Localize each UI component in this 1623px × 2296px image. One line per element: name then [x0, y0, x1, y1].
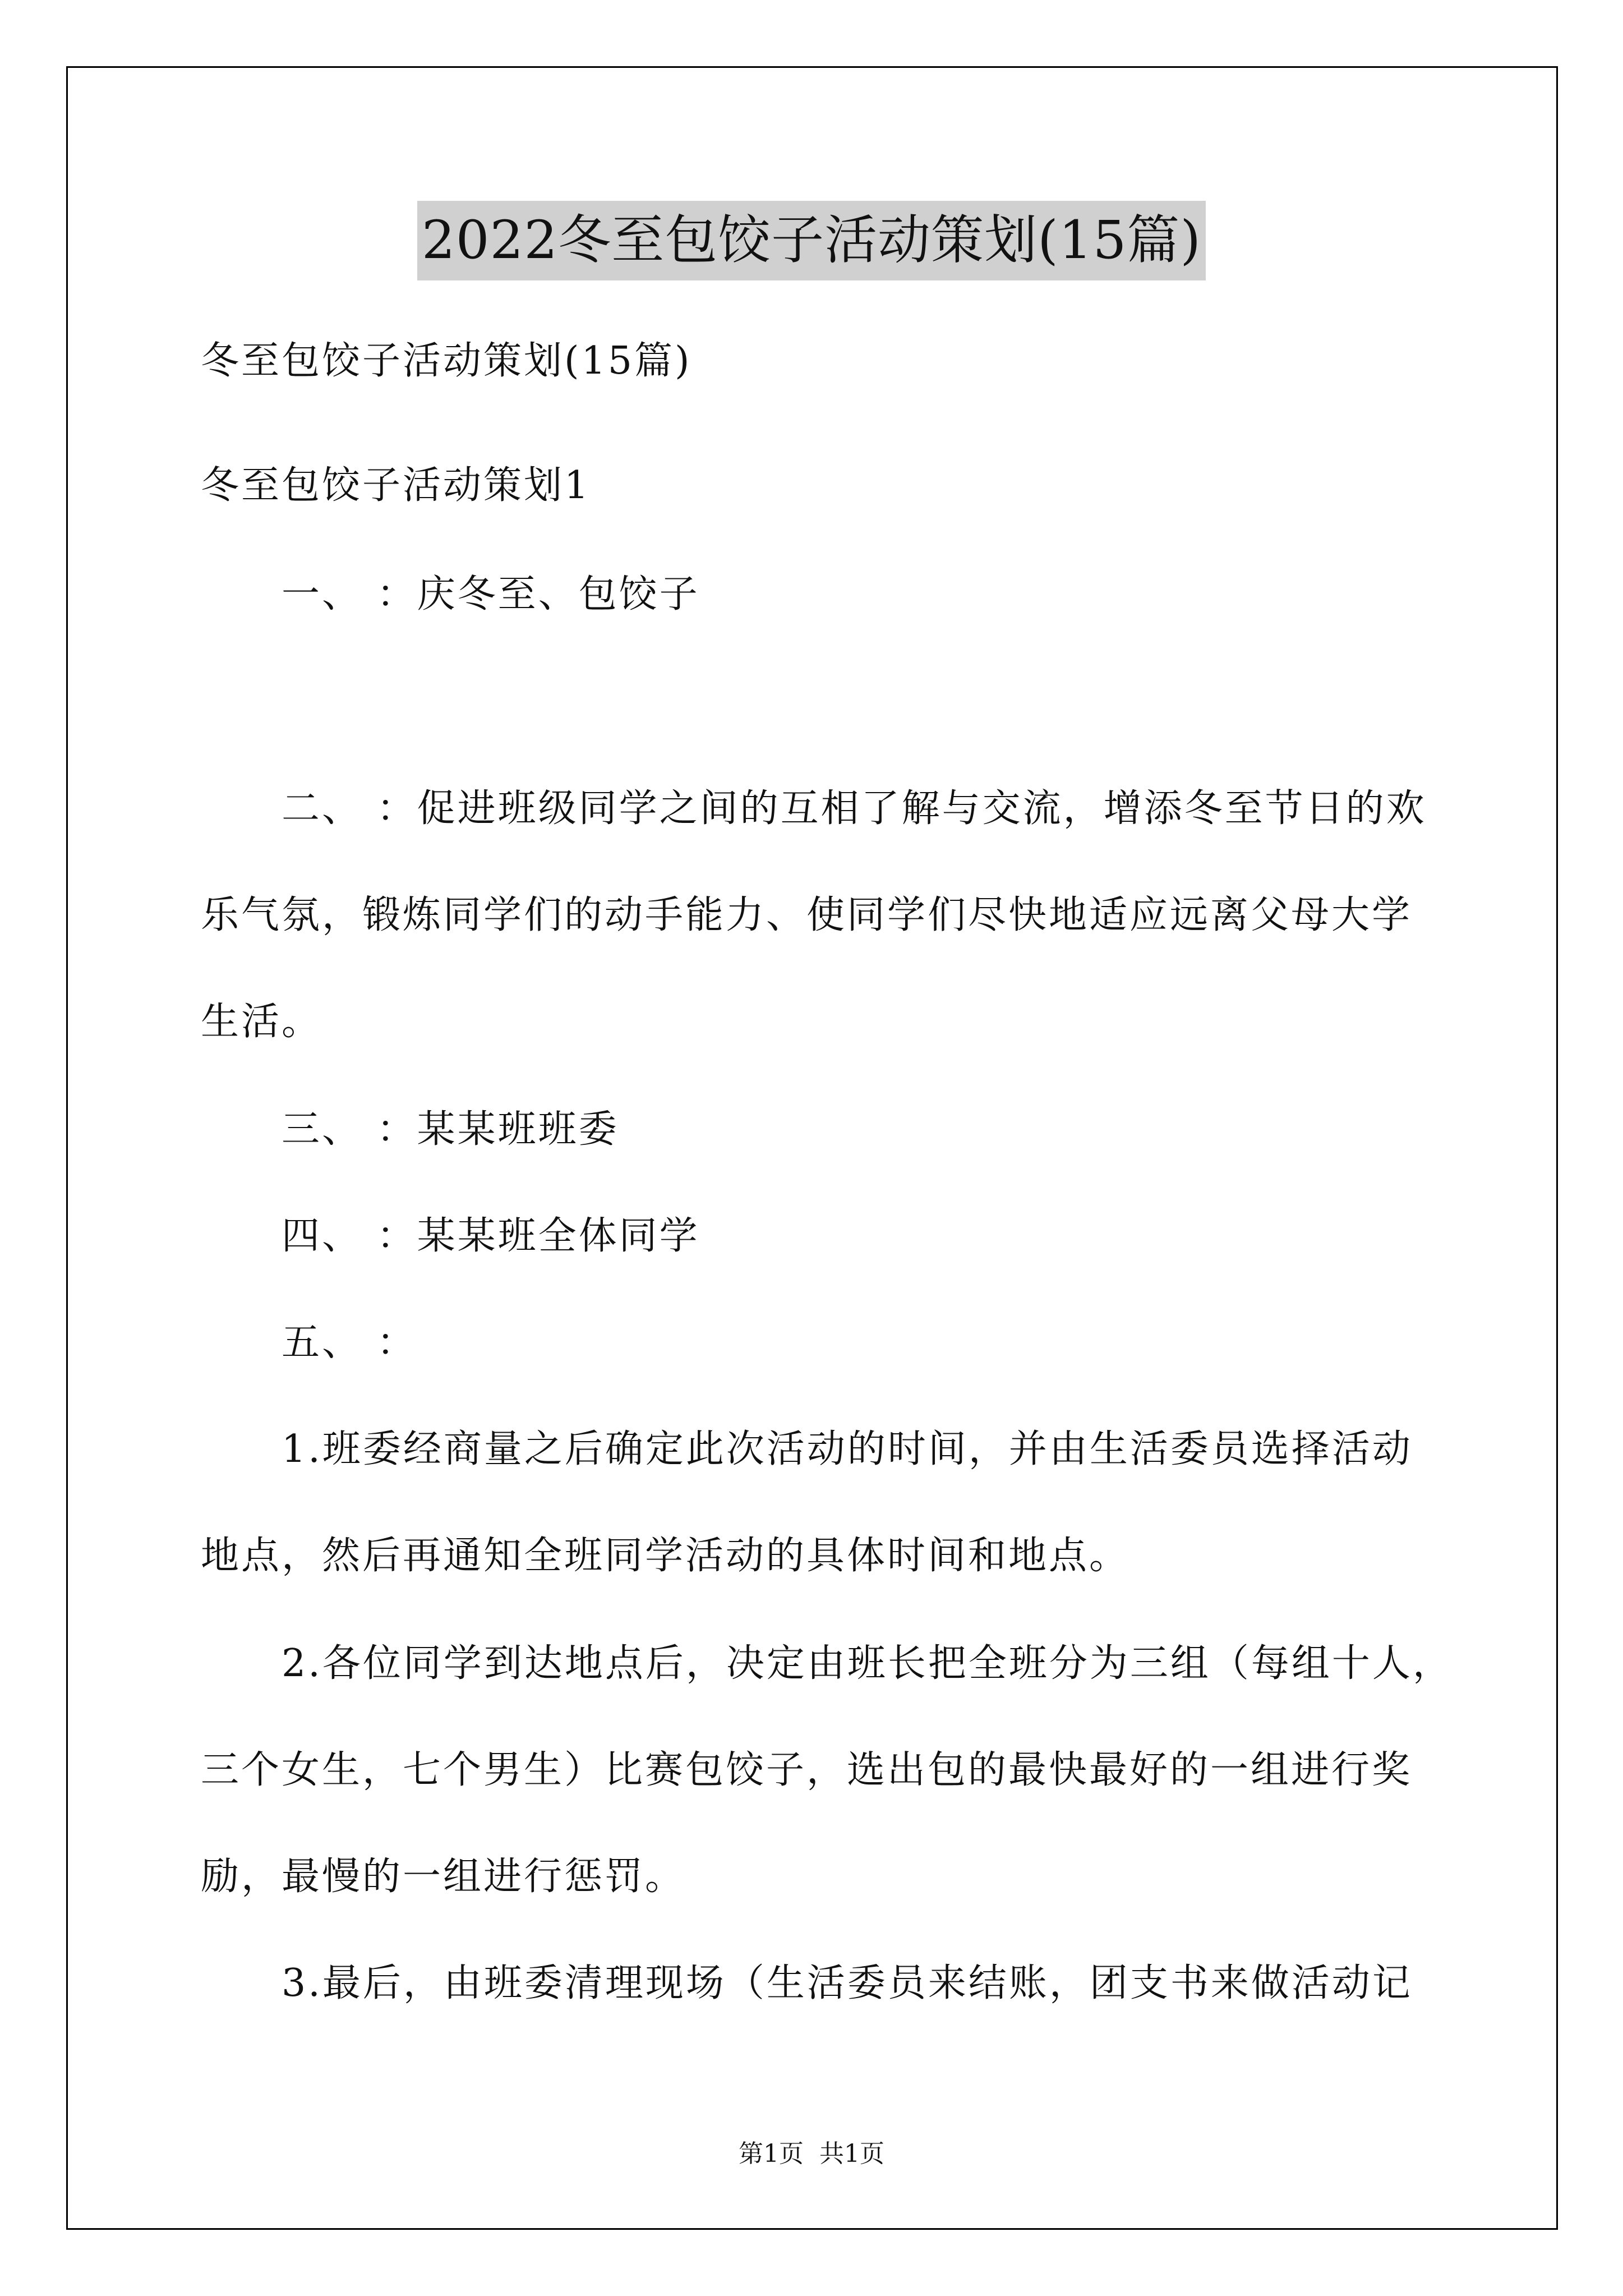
paragraph-line: 乐气氛，锻炼同学们的动手能力、使同学们尽快地适应远离父母大学	[201, 893, 1413, 937]
subtitle-line: 冬至包饺子活动策划(15篇)	[201, 339, 692, 383]
section-heading: 冬至包饺子活动策划1	[201, 463, 591, 508]
paragraph-line: 励，最慢的一组进行惩罚。	[201, 1855, 686, 1899]
paragraph-line: 一、 ：庆冬至、包饺子	[282, 572, 700, 616]
paragraph-line: 地点，然后再通知全班同学活动的具体时间和地点。	[201, 1534, 1130, 1578]
paragraph-line: 1.班委经商量之后确定此次活动的时间，并由生活委员选择活动	[282, 1427, 1413, 1471]
document-title: 2022冬至包饺子活动策划(15篇)	[417, 201, 1206, 280]
paragraph-line: 三、 ：某某班班委	[282, 1107, 619, 1152]
paragraph-line: 五、 ：	[282, 1320, 417, 1365]
paragraph-line: 二、 ：促进班级同学之间的互相了解与交流，增添冬至节日的欢	[282, 786, 1427, 831]
paragraph-line: 2.各位同学到达地点后，决定由班长把全班分为三组（每组十人，	[282, 1641, 1453, 1686]
page-number: 第1页	[739, 2139, 804, 2168]
paragraph-line: 3.最后，由班委清理现场（生活委员来结账，团支书来做活动记	[282, 1961, 1413, 2005]
title-container	[0, 201, 1623, 280]
page-footer	[0, 2137, 1623, 2171]
paragraph-line: 四、 ：某某班全体同学	[282, 1214, 700, 1258]
paragraph-line: 生活。	[201, 1000, 322, 1044]
paragraph-line: 三个女生，七个男生）比赛包饺子，选出包的最快最好的一组进行奖	[201, 1748, 1413, 1792]
page-total: 共1页	[819, 2139, 884, 2168]
